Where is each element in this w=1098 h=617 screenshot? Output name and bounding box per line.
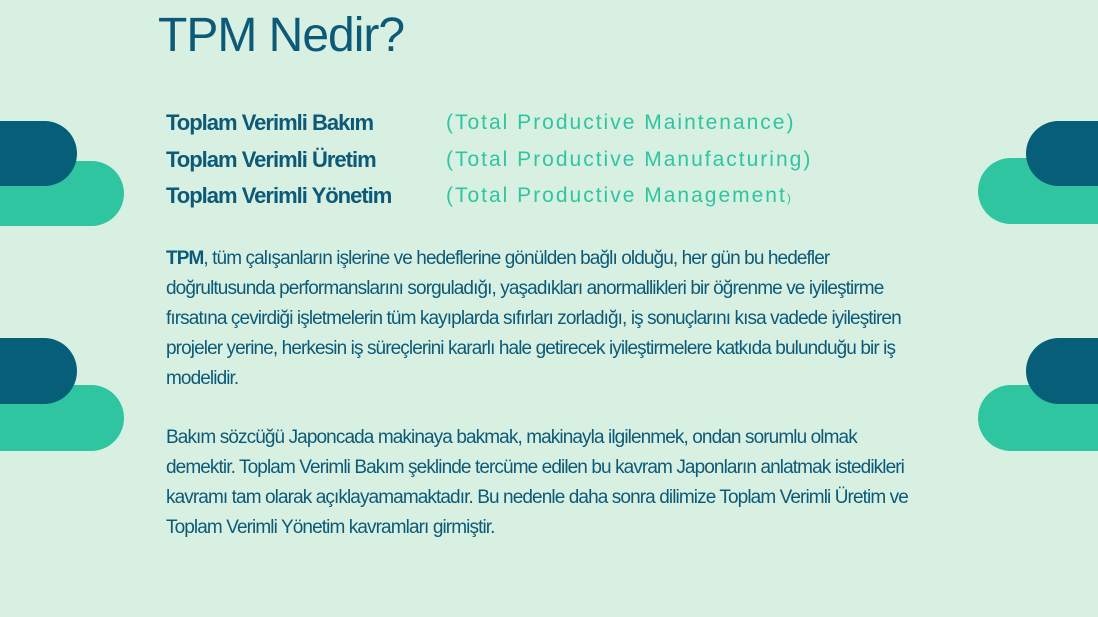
term-english-text: (Total Productive Manufacturing) — [446, 147, 813, 171]
right-bottom-dark-pill — [1026, 338, 1098, 404]
definition-paragraph — [166, 244, 926, 394]
term-turkish: Toplam Verimli Bakım — [166, 110, 374, 136]
term-turkish: Toplam Verimli Yönetim — [166, 183, 392, 209]
term-turkish: Toplam Verimli Üretim — [166, 146, 376, 172]
term-english-text: (Total Productive Maintenance) — [446, 111, 796, 135]
term-row-maintenance — [166, 105, 812, 142]
left-top-dark-pill — [0, 121, 77, 186]
terms-list — [166, 105, 812, 215]
term-english — [446, 148, 812, 172]
definition-lead: TPM — [166, 248, 204, 269]
term-english — [446, 184, 791, 208]
term-english-text: (Total Productive Management — [446, 184, 787, 208]
etymology-paragraph: Bakım sözcüğü Japoncada makinaya bakmak, makinayla ilgilenmek, ondan sorumlu olmak demektir. Toplam Verimli Bakım şeklinde tercüme edilen bu kavram Japonların anlatmak istedikleri kavramı tam olarak açıklayamamaktadır. Bu nedenle daha sonra dilimize Toplam Verimli Üretim ve Toplam Verimli Yönetim kavramları girmiştir. — [166, 427, 908, 538]
term-row-management — [166, 178, 812, 215]
term-row-manufacturing — [166, 142, 812, 179]
definition-text: , tüm çalışanların işlerine ve hedeflerine gönülden bağlı olduğu, her gün bu hedefler doğrultusunda performanslarını sorguladığı, yaşadıkları anormallikleri bir öğrenme ve iyileştirme fırsatına çevirdiği işletmelerin tüm kayıplarda sıfırları zorladığı, iş sonuçlarını kısa vadede iyileştiren projeler yerine, herkesin iş süreçlerini kararlı hale getirecek iyileştirmelere katkıda bulunduğu bir iş modelidir. — [166, 248, 901, 389]
term-english-suffix: ) — [786, 191, 791, 206]
term-english — [446, 111, 795, 135]
right-top-dark-pill — [1026, 121, 1098, 186]
slide-title: TPM Nedir? — [158, 9, 405, 62]
left-bottom-dark-pill — [0, 338, 77, 404]
